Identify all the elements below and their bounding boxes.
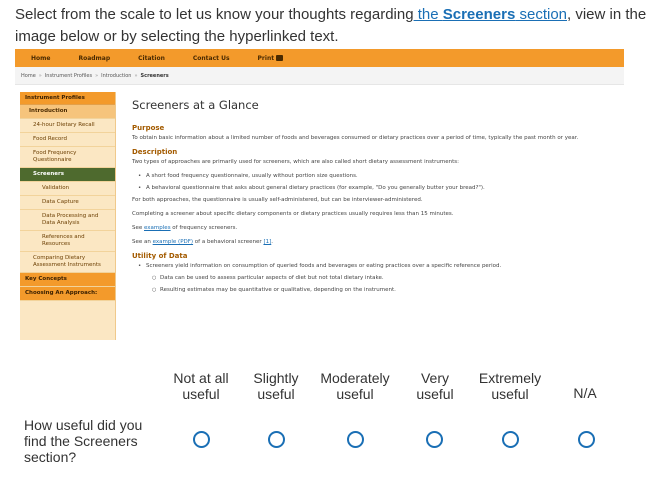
radio-extremely-useful[interactable] bbox=[502, 431, 519, 448]
paragraph: Completing a screener about specific dietary components or dietary practices usually requires less than 15 minutes. bbox=[132, 211, 454, 217]
paragraph: For both approaches, the questionnaire is usually self-administered, but can be interviewer-administered. bbox=[132, 197, 423, 203]
survey-prompt bbox=[15, 4, 655, 48]
scale-header-extremely: Extremely useful bbox=[478, 370, 542, 402]
utility-heading: Utility of Data bbox=[132, 252, 188, 260]
breadcrumb-current: Screeners bbox=[140, 72, 169, 79]
scale-header-not-at-all: Not at all useful bbox=[173, 370, 229, 402]
nav-contact: Contact Us bbox=[192, 54, 230, 62]
reference-link: [1] bbox=[263, 239, 272, 245]
scale-header-moderately: Moderately useful bbox=[320, 370, 390, 402]
nav-home: Home bbox=[31, 54, 51, 62]
page-title: Screeners at a Glance bbox=[132, 98, 259, 112]
list-subitem: ○ Data can be used to assess particular aspects of diet but not total dietary intake. bbox=[132, 274, 616, 282]
paragraph: See an example (PDF) of a behavioral screener [1]. bbox=[132, 239, 273, 245]
top-nav-bar bbox=[15, 49, 624, 67]
paragraph: See examples of frequency screeners. bbox=[132, 225, 238, 231]
printer-icon bbox=[276, 55, 283, 61]
scale-header-very: Very useful bbox=[416, 370, 454, 402]
main-content bbox=[132, 98, 616, 298]
sidebar-subitem: Data Capture bbox=[20, 196, 115, 210]
sidebar-header: Instrument Profiles bbox=[20, 92, 115, 105]
prompt-text-after: , view in the image below or by selecting the hyperlinked text. bbox=[15, 6, 647, 45]
scale-header-na: N/A bbox=[573, 385, 597, 401]
question-label: How useful did you find the Screeners section? bbox=[24, 417, 143, 465]
breadcrumb-item: Introduction bbox=[101, 72, 132, 79]
sidebar-subitem: Data Processing and Data Analysis bbox=[20, 210, 115, 231]
sidebar-item: Food Record bbox=[20, 133, 115, 147]
nav-roadmap: Roadmap bbox=[78, 54, 111, 62]
breadcrumb-item: Instrument Profiles bbox=[44, 72, 93, 79]
breadcrumb-separator: » bbox=[95, 72, 99, 79]
radio-very-useful[interactable] bbox=[426, 431, 443, 448]
sidebar-item-introduction: Introduction bbox=[20, 105, 115, 119]
screeners-section-link[interactable]: the Screeners section bbox=[413, 6, 568, 23]
description-text: Two types of approaches are primarily used for screeners, which are also called short dietary assessment instruments: bbox=[132, 159, 459, 165]
sidebar bbox=[20, 92, 116, 340]
prompt-text-before: Select from the scale to let us know your thoughts regarding bbox=[15, 6, 414, 23]
radio-moderately-useful[interactable] bbox=[347, 431, 364, 448]
sidebar-item: 24-hour Dietary Recall bbox=[20, 119, 115, 133]
sidebar-subitem: Validation bbox=[20, 182, 115, 196]
screeners-page-image bbox=[15, 49, 624, 340]
sidebar-section-key-concepts: Key Concepts bbox=[20, 273, 115, 287]
sidebar-item: Comparing Dietary Assessment Instruments bbox=[20, 252, 115, 273]
radio-na[interactable] bbox=[578, 431, 595, 448]
examples-link: examples bbox=[144, 225, 171, 231]
example-pdf-link: example (PDF) bbox=[152, 239, 194, 245]
nav-print: Print bbox=[258, 55, 284, 62]
breadcrumb-separator: » bbox=[134, 72, 138, 79]
radio-slightly-useful[interactable] bbox=[268, 431, 285, 448]
sidebar-item: Food Frequency Questionnaire bbox=[20, 147, 115, 168]
sidebar-subitem: References and Resources bbox=[20, 231, 115, 252]
breadcrumb-separator: » bbox=[38, 72, 42, 79]
purpose-heading: Purpose bbox=[132, 124, 165, 132]
list-item: • Screeners yield information on consumption of queried foods and beverages or eating practices over a specific reference period. bbox=[132, 262, 616, 270]
breadcrumb bbox=[15, 67, 624, 85]
list-subitem: ○ Resulting estimates may be quantitative or qualitative, depending on the instrument. bbox=[132, 286, 616, 294]
scale-header-slightly: Slightly useful bbox=[253, 370, 299, 402]
sidebar-section-choosing: Choosing An Approach: bbox=[20, 287, 115, 301]
radio-not-at-all-useful[interactable] bbox=[193, 431, 210, 448]
sidebar-item-screeners-active: Screeners bbox=[20, 168, 115, 182]
breadcrumb-item: Home bbox=[21, 72, 36, 79]
list-item: • A short food frequency questionnaire, usually without portion size questions. bbox=[132, 172, 616, 180]
nav-citation: Citation bbox=[138, 54, 165, 62]
description-heading: Description bbox=[132, 148, 178, 156]
list-item: • A behavioral questionnaire that asks about general dietary practices (for example, "Do you generally butter your bread?"). bbox=[132, 184, 616, 192]
purpose-text: To obtain basic information about a limited number of foods and beverages consumed or dietary practices over a period of time, typically the past month or year. bbox=[132, 135, 579, 141]
